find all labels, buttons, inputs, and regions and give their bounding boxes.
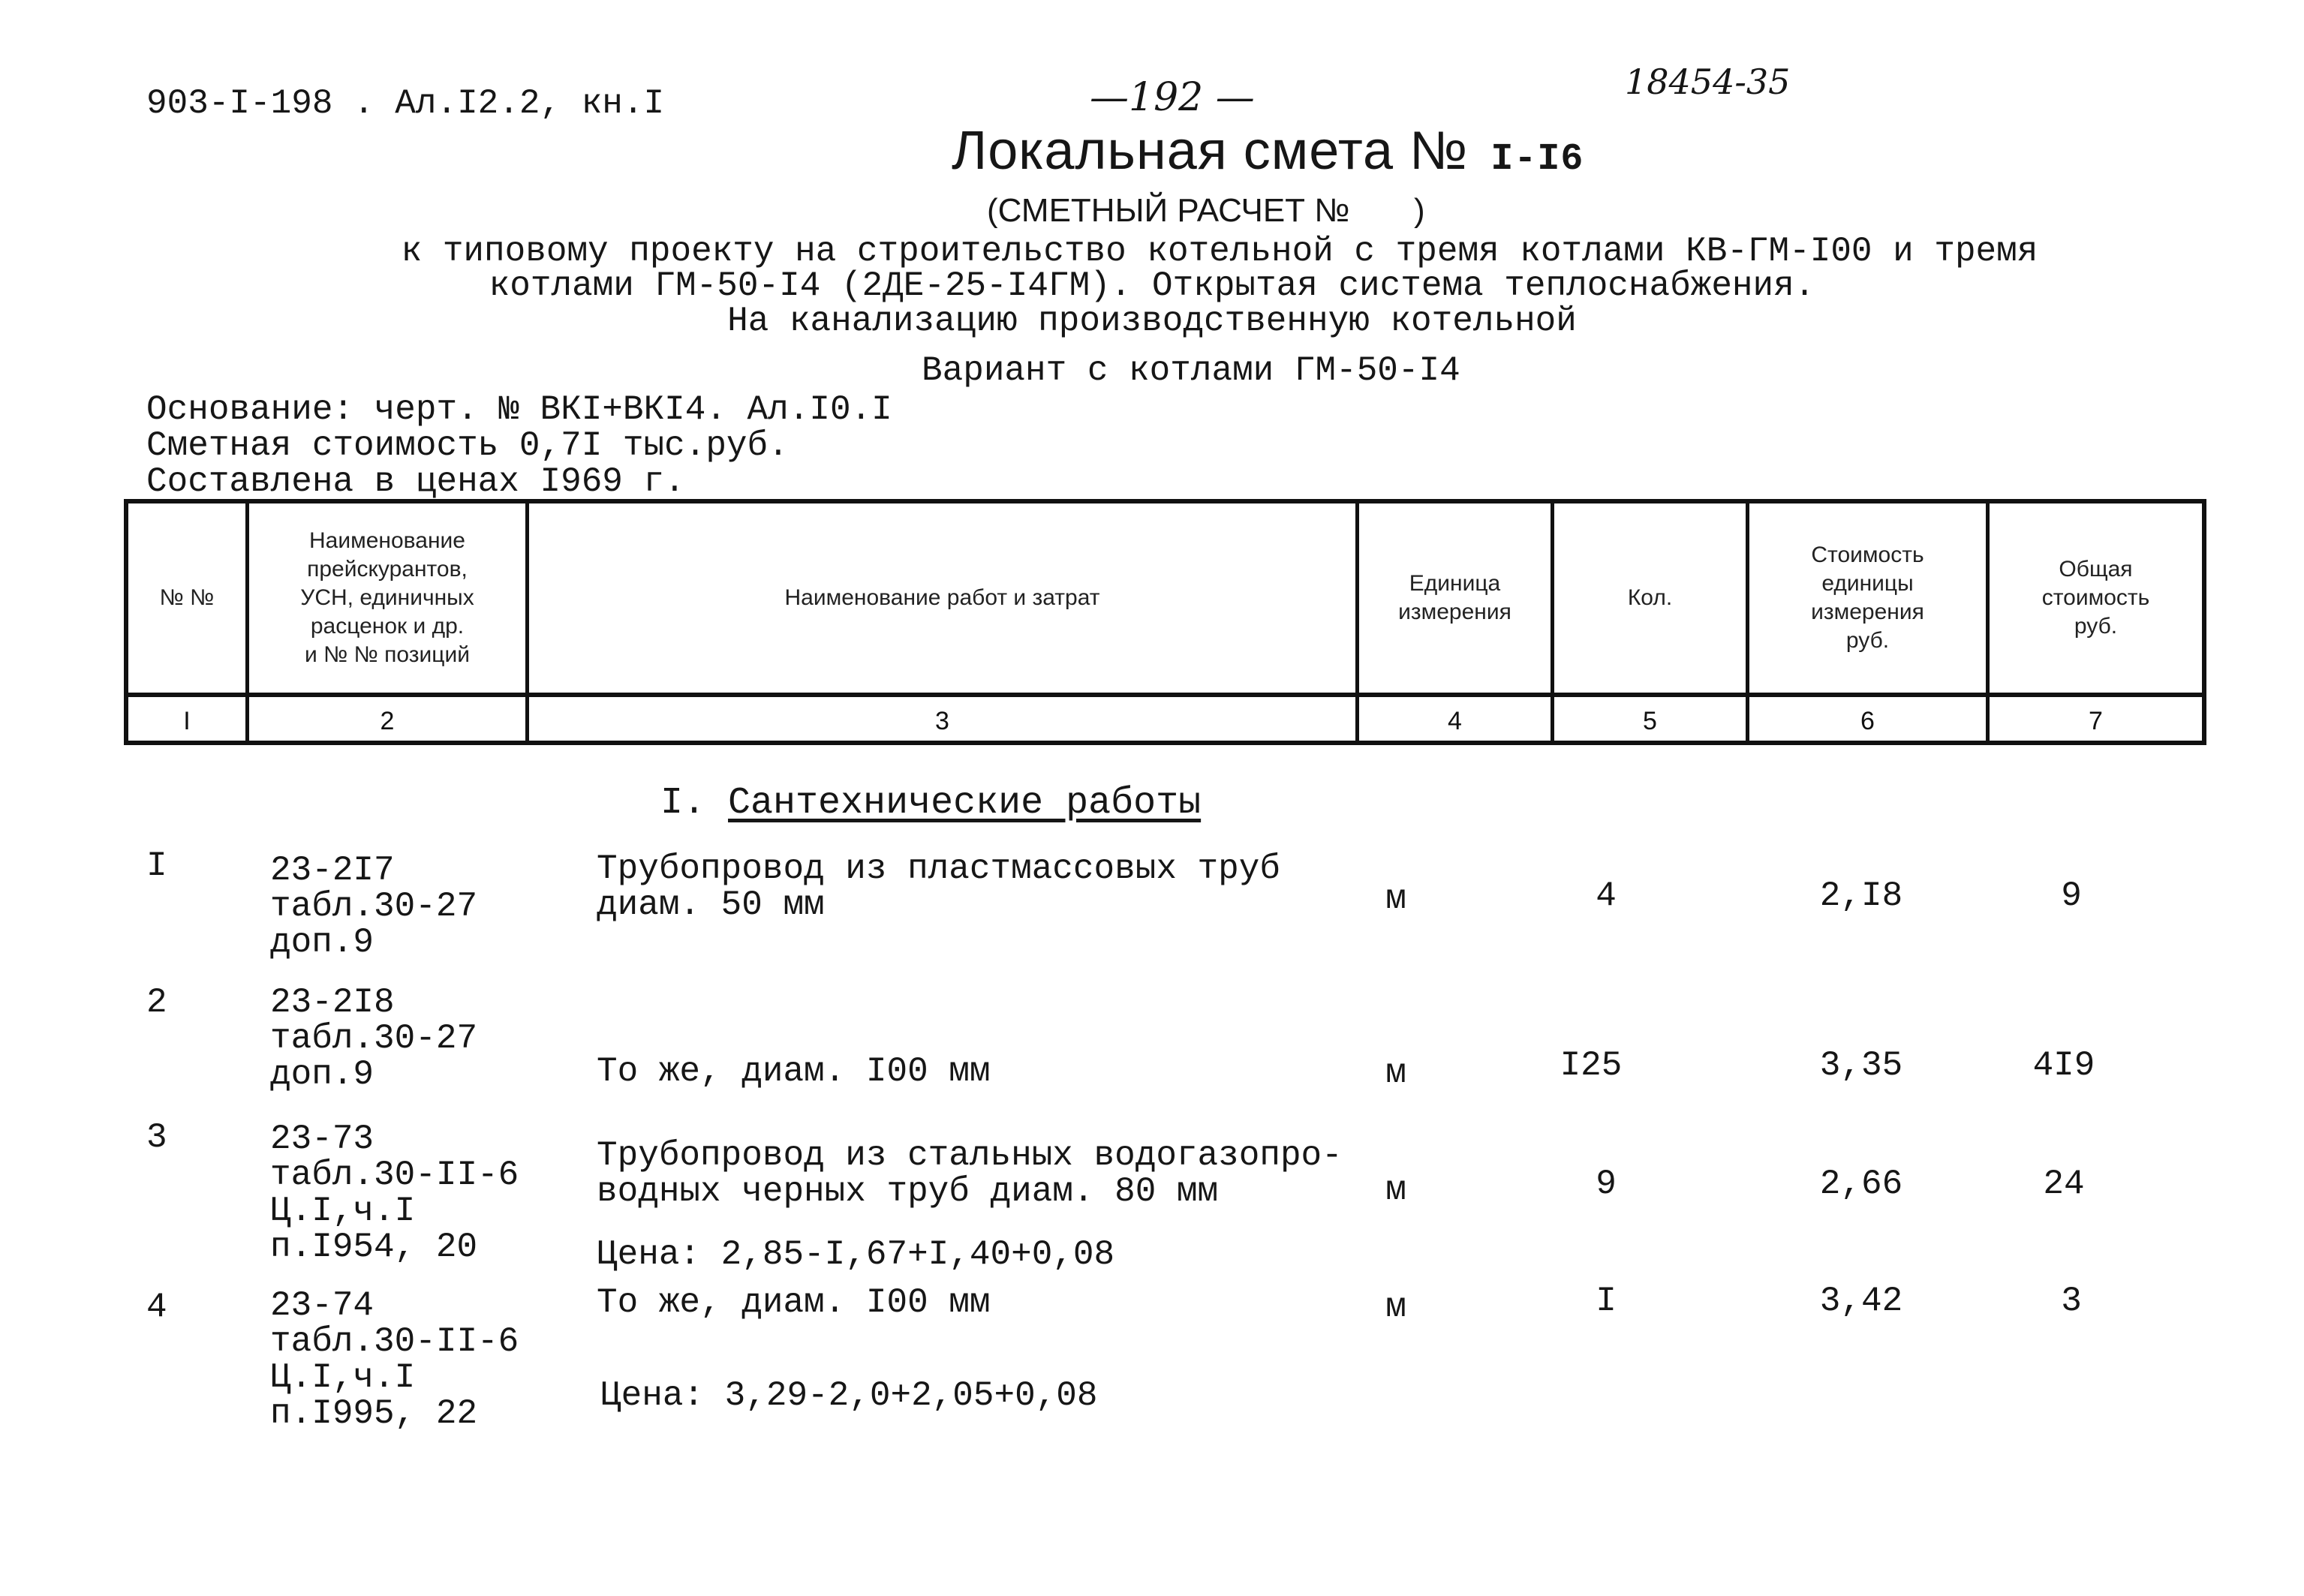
row-total-cost: 4I9 xyxy=(2032,1046,2095,1085)
row-unit-cost: 3,42 xyxy=(1819,1282,1903,1321)
reference-line: табл.30-27 xyxy=(270,887,478,926)
column-header-quantity: Кол. xyxy=(1627,585,1673,610)
row-work-description xyxy=(597,1285,991,1321)
column-header-unit-cost: Стоимость единицы измерения руб. xyxy=(1811,543,1924,653)
reference-line: 23-73 xyxy=(270,1120,374,1159)
reference-line: п.I954, 20 xyxy=(270,1228,478,1267)
description-line: к типовому проекту на строительство котельной с тремя котлами КВ-ГМ-I00 и тремя xyxy=(401,232,2038,271)
row-reference xyxy=(270,852,477,960)
column-header-unit: Единица измерения xyxy=(1398,571,1511,624)
title-number: I-I6 xyxy=(1490,138,1584,181)
work-line: Трубопровод из стальных водогазопро- xyxy=(597,1136,1343,1175)
row-unit-cost: 2,I8 xyxy=(1819,876,1903,915)
row-quantity: I xyxy=(1596,1282,1617,1321)
row-reference xyxy=(270,984,477,1093)
column-number: 4 xyxy=(1448,706,1462,735)
column-number: 7 xyxy=(2089,706,2103,735)
reference-line: доп.9 xyxy=(270,1055,374,1094)
basis-line: Основание: черт. № ВКI+ВКI4. Ал.I0.I xyxy=(146,390,892,429)
document-code: 903-I-198 . Ал.I2.2, кн.I xyxy=(146,84,665,123)
variant-line: Вариант с котлами ГМ-50-I4 xyxy=(922,351,1460,390)
description-line: На канализацию производственную котельной xyxy=(727,302,1577,341)
reference-line: Ц.I,ч.I xyxy=(270,1358,416,1397)
column-number: I xyxy=(183,706,191,735)
row-unit: м xyxy=(1385,879,1406,918)
row-number: I xyxy=(146,846,167,885)
reference-line: 23-2I7 xyxy=(270,851,395,890)
archive-number: 18454-35 xyxy=(1625,62,1791,102)
estimated-cost-line: Сметная стоимость 0,7I тыс.руб. xyxy=(146,426,789,465)
row-price-note: Цена: 3,29-2,0+2,05+0,08 xyxy=(600,1376,1098,1415)
column-number: 6 xyxy=(1860,706,1875,735)
row-number: 3 xyxy=(146,1118,167,1157)
section-name: Сантехнические работы xyxy=(728,782,1202,825)
reference-line: табл.30-II-6 xyxy=(270,1322,519,1361)
row-work-description xyxy=(597,1138,1343,1210)
row-unit-cost: 3,35 xyxy=(1819,1046,1903,1085)
reference-line: 23-74 xyxy=(270,1286,374,1325)
section-title xyxy=(660,782,1201,825)
work-line: То же, диам. I00 мм xyxy=(597,1283,991,1322)
row-quantity: 9 xyxy=(1596,1165,1617,1204)
row-total-cost: 9 xyxy=(2061,876,2082,915)
column-number: 5 xyxy=(1643,706,1657,735)
row-total-cost: 24 xyxy=(2043,1165,2085,1204)
reference-line: табл.30-27 xyxy=(270,1019,478,1058)
section-number: I. xyxy=(660,782,706,825)
subtitle: (СМЕТНЫЙ РАСЧЕТ № ) xyxy=(987,192,1425,229)
reference-line: 23-2I8 xyxy=(270,983,395,1022)
work-line: То же, диам. I00 мм xyxy=(597,1052,991,1091)
column-number: 2 xyxy=(380,706,395,735)
reference-line: Ц.I,ч.I xyxy=(270,1192,416,1231)
work-line: диам. 50 мм xyxy=(597,885,825,924)
reference-line: п.I995, 22 xyxy=(270,1394,478,1433)
reference-line: табл.30-II-6 xyxy=(270,1156,519,1195)
row-reference xyxy=(270,1288,519,1432)
row-number: 2 xyxy=(146,983,167,1022)
page-title xyxy=(952,120,1584,182)
page-number: —192 — xyxy=(1090,75,1255,120)
row-number: 4 xyxy=(146,1288,167,1327)
title-text: Локальная смета № xyxy=(952,121,1469,181)
row-reference xyxy=(270,1121,519,1265)
row-quantity: 4 xyxy=(1596,876,1617,915)
row-unit: м xyxy=(1385,1053,1406,1093)
description-line: котлами ГМ-50-I4 (2ДЕ-25-I4ГМ). Открытая система теплоснабжения. xyxy=(489,266,1815,305)
row-unit: м xyxy=(1385,1171,1406,1210)
row-work-description xyxy=(597,1053,991,1090)
column-header-reference: Наименование прейскурантов, УСН, единичных расценок и др. и № № позиций xyxy=(300,528,474,667)
reference-line: доп.9 xyxy=(270,923,374,962)
work-line: Трубопровод из пластмассовых труб xyxy=(597,849,1280,888)
column-header-total-cost: Общая стоимость руб. xyxy=(2041,557,2150,639)
row-price-note: Цена: 2,85-I,67+I,40+0,08 xyxy=(597,1235,1115,1274)
column-header-work-name: Наименование работ и затрат xyxy=(784,585,1100,610)
work-line: водных черных труб диам. 80 мм xyxy=(597,1172,1219,1211)
row-unit-cost: 2,66 xyxy=(1819,1165,1903,1204)
price-level-line: Составлена в ценах I969 г. xyxy=(146,462,685,501)
row-total-cost: 3 xyxy=(2061,1282,2082,1321)
row-work-description xyxy=(597,851,1280,923)
column-number: 3 xyxy=(935,706,949,735)
row-quantity: I25 xyxy=(1560,1046,1623,1085)
estimate-table-header xyxy=(124,499,2206,745)
row-unit: м xyxy=(1385,1288,1406,1327)
column-header-number: № № xyxy=(159,585,215,610)
